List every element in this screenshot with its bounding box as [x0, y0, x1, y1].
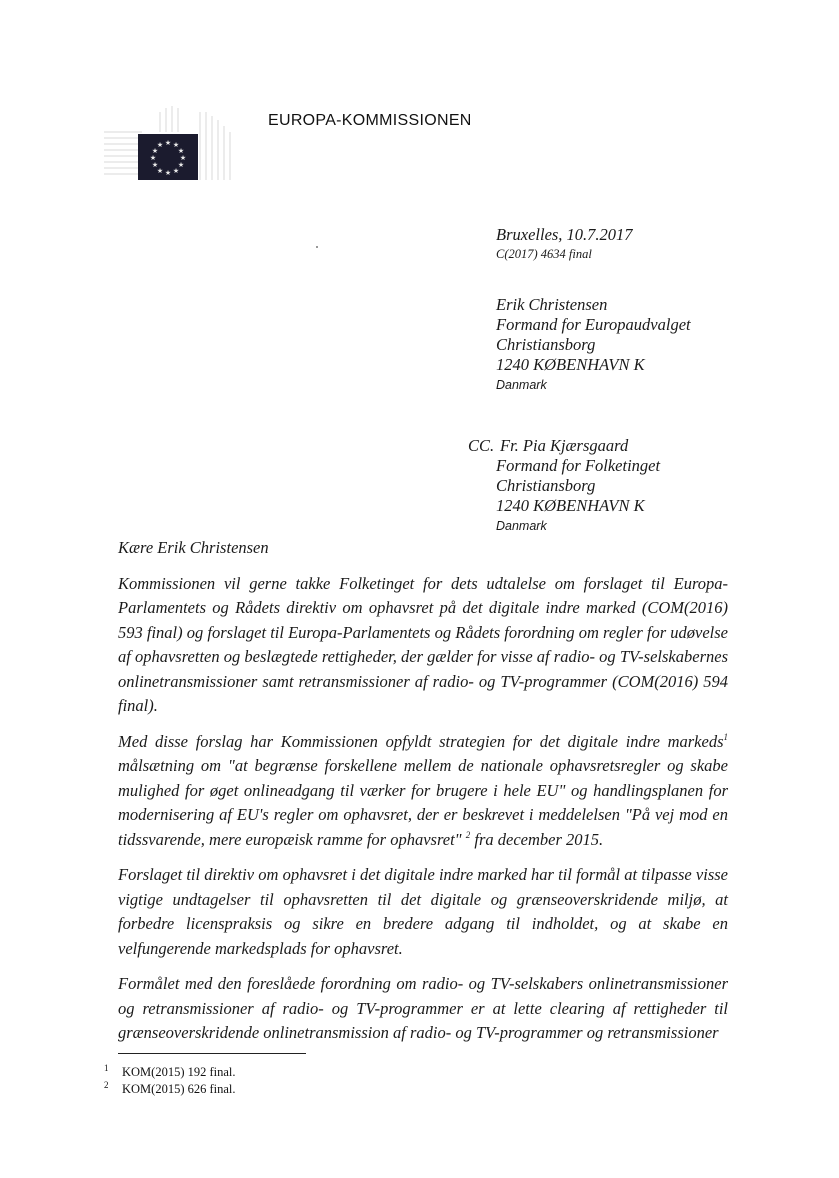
svg-text:★: ★	[151, 161, 159, 169]
svg-text:★: ★	[164, 139, 172, 147]
paragraph-2	[118, 730, 728, 853]
place-date: Bruxelles, 10.7.2017	[496, 225, 633, 244]
footnote-2-text: KOM(2015) 626 final.	[122, 1082, 236, 1096]
eu-flag-logo-icon	[100, 102, 236, 186]
footnote-1-number: 1	[104, 1063, 109, 1073]
paragraph-2-part-b: målsætning om "at begrænse forskellene mellem de nationale ophavsretsregler og skabe mulighed for øget onlineadgang til værker for brugere i hele EU" og handlingsplanen for modernisering af EU's regler om ophavsret, der er beskrevet i meddelelsen "På vej mod en tidssvarende, mere europæisk ramme for ophavsret"	[118, 756, 728, 849]
footnote-ref-2: 2	[465, 829, 471, 840]
letter-body	[118, 536, 728, 1057]
cc-block	[500, 436, 628, 456]
recipient-city: 1240 KØBENHAVN K	[496, 355, 645, 374]
svg-text:★: ★	[177, 161, 185, 169]
svg-text:★: ★	[172, 141, 180, 149]
recipient-title: Formand for Europaudvalget	[496, 315, 691, 334]
svg-text:★: ★	[156, 141, 164, 149]
cc-details	[496, 456, 660, 536]
footnote-2	[104, 1080, 236, 1097]
agency-name: EUROPA-KOMMISSIONEN	[268, 112, 472, 129]
paragraph-3: Forslaget til direktiv om ophavsret i det digitale indre marked har til formål at tilpasse visse vigtige undtagelser til ophavsretten til det digitale og grænseoverskridende miljø, at forbedre licenspraksis og sikre en bredere adgang til indholdet, og at skabe en velfungerende markedsplads for ophavsret.	[118, 865, 728, 958]
cc-city: 1240 KØBENHAVN K	[496, 496, 645, 515]
footnote-1-text: KOM(2015) 192 final.	[122, 1065, 236, 1079]
svg-text:★: ★	[149, 154, 157, 162]
cc-title: Formand for Folketinget	[496, 456, 661, 475]
footnote-2-number: 2	[104, 1080, 109, 1090]
svg-text:★: ★	[156, 167, 164, 175]
cc-country: Danmark	[496, 519, 547, 533]
recipient-country: Danmark	[496, 378, 547, 392]
paragraph-2-part-c: fra december 2015.	[470, 829, 604, 849]
paragraph-1: Kommissionen vil gerne takke Folketinget for dets udtalelse om forslaget til Europa-Parlamentets og Rådets direktiv om ophavsret på det digitale indre marked (COM(2016) 593 final) og forslaget til Europa-Parlamentets og Rådets forordning om regler for udøvelse af ophavsretten og beslægtede rettigheder, der gælder for visse af radio- og TV-selskabernes onlinetransmissioner samt retransmissioner af radio- og TV-programmer (COM(2016) 594 final).	[118, 573, 728, 715]
recipient-name: Erik Christensen	[496, 295, 608, 314]
scan-speck	[316, 246, 318, 248]
recipient-building: Christiansborg	[496, 335, 596, 354]
footnote-ref-1: 1	[723, 731, 728, 742]
footnote-1	[104, 1063, 236, 1080]
cc-building: Christiansborg	[496, 476, 596, 495]
svg-text:★: ★	[172, 167, 180, 175]
cc-label: CC.	[468, 436, 495, 455]
svg-text:★: ★	[179, 154, 187, 162]
footnote-divider	[118, 1053, 306, 1054]
recipient-block	[496, 295, 691, 395]
paragraph-4: Formålet med den foreslåede forordning om radio- og TV-selskabers onlinetransmissioner og retransmissioner af radio- og TV-programmer er at lette clearing af rettigheder til grænseoverskridende onlinetransmission af radio- og TV-programmer og retransmissioner	[118, 974, 728, 1042]
cc-name: Fr. Pia Kjærsgaard	[500, 436, 629, 455]
svg-text:★: ★	[151, 147, 159, 155]
svg-text:★: ★	[177, 147, 185, 155]
svg-text:★: ★	[164, 169, 172, 177]
reference-number: C(2017) 4634 final	[496, 247, 592, 261]
salutation: Kære Erik Christensen	[118, 538, 269, 557]
paragraph-2-part-a: Med disse forslag har Kommissionen opfyldt strategien for det digitale indre markeds	[118, 731, 724, 751]
